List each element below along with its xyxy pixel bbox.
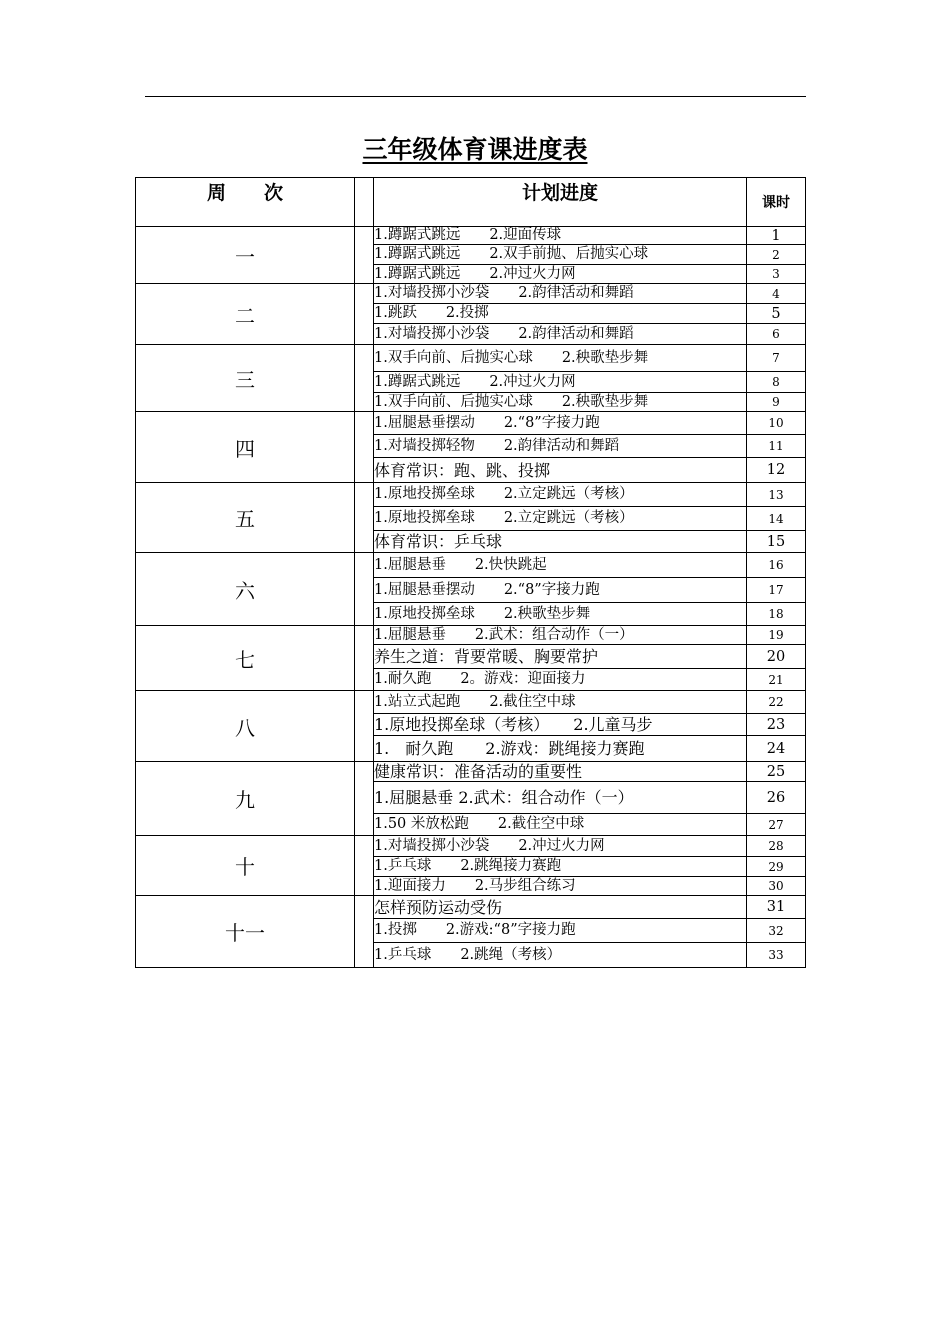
hours-cell: 11 [747, 435, 806, 458]
plan-cell: 1.原地投掷垒球 2.秧歌垫步舞 [374, 603, 747, 626]
plan-cell: 1.原地投掷垒球 2.立定跳远（考核） [374, 483, 747, 507]
plan-cell: 1.屈腿悬垂摆动 2.“8”字接力跑 [374, 412, 747, 435]
plan-cell: 1.蹲踞式跳远 2.冲过火力网 [374, 372, 747, 393]
hours-cell: 8 [747, 372, 806, 393]
week-label: 十一 [136, 896, 355, 968]
plan-cell: 1.对墙投掷小沙袋 2.韵律活动和舞蹈 [374, 324, 747, 345]
hours-cell: 16 [747, 553, 806, 578]
header-plan: 计划进度 [374, 178, 747, 227]
hours-cell: 13 [747, 483, 806, 507]
hours-cell: 27 [747, 814, 806, 836]
hours-cell: 9 [747, 393, 806, 412]
spacer-cell [355, 483, 374, 553]
hours-cell: 31 [747, 896, 806, 919]
plan-cell: 1.双手向前、后抛实心球 2.秧歌垫步舞 [374, 393, 747, 412]
hours-cell: 26 [747, 782, 806, 814]
plan-cell: 1.对墙投掷小沙袋 2.冲过火力网 [374, 836, 747, 857]
hours-cell: 19 [747, 626, 806, 645]
plan-cell: 1.跳跃 2.投掷 [374, 304, 747, 324]
plan-cell: 1.屈腿悬垂摆动 2.“8”字接力跑 [374, 578, 747, 603]
header-week: 周 次 [136, 178, 355, 227]
week-label: 二 [136, 284, 355, 345]
week-label: 一 [136, 227, 355, 284]
hours-cell: 10 [747, 412, 806, 435]
schedule-row [136, 483, 806, 507]
hours-cell: 1 [747, 227, 806, 245]
schedule-table [135, 177, 806, 968]
week-label: 四 [136, 412, 355, 483]
spacer-cell [355, 412, 374, 483]
schedule-row [136, 691, 806, 714]
hours-cell: 3 [747, 265, 806, 284]
schedule-row [136, 896, 806, 919]
hours-cell: 4 [747, 284, 806, 304]
hours-cell: 22 [747, 691, 806, 714]
schedule-row [136, 412, 806, 435]
week-label: 九 [136, 762, 355, 836]
week-label: 三 [136, 345, 355, 412]
hours-cell: 32 [747, 919, 806, 943]
plan-cell: 1. 耐久跑 2.游戏：跳绳接力赛跑 [374, 736, 747, 762]
plan-cell: 1.蹲踞式跳远 2.双手前抛、后抛实心球 [374, 245, 747, 265]
plan-cell: 1.对墙投掷轻物 2.韵律活动和舞蹈 [374, 435, 747, 458]
plan-cell: 1.屈腿悬垂 2.快快跳起 [374, 553, 747, 578]
spacer-cell [355, 691, 374, 762]
hours-cell: 33 [747, 943, 806, 968]
plan-cell: 体育常识：跑、跳、投掷 [374, 458, 747, 483]
plan-cell: 1.投掷 2.游戏:“8”字接力跑 [374, 919, 747, 943]
hours-cell: 15 [747, 531, 806, 553]
spacer-cell [355, 227, 374, 284]
schedule-row [136, 626, 806, 645]
plan-cell: 1.乒乓球 2.跳绳接力赛跑 [374, 857, 747, 877]
schedule-row [136, 284, 806, 304]
header-spacer [355, 178, 374, 227]
week-label: 八 [136, 691, 355, 762]
document-title-text: 三年级体育课进度表 [362, 135, 588, 164]
plan-cell: 怎样预防运动受伤 [374, 896, 747, 919]
plan-cell: 健康常识：准备活动的重要性 [374, 762, 747, 782]
plan-cell: 1.屈腿悬垂 2.武术：组合动作（一） [374, 626, 747, 645]
hours-cell: 17 [747, 578, 806, 603]
plan-cell: 1.原地投掷垒球 2.立定跳远（考核） [374, 507, 747, 531]
plan-cell: 1.原地投掷垒球（考核） 2.儿童马步 [374, 714, 747, 736]
hours-cell: 18 [747, 603, 806, 626]
hours-cell: 5 [747, 304, 806, 324]
hours-cell: 24 [747, 736, 806, 762]
header-rule [145, 96, 806, 97]
header-hours: 课时 [747, 178, 806, 227]
schedule-row [136, 836, 806, 857]
spacer-cell [355, 896, 374, 968]
hours-cell: 14 [747, 507, 806, 531]
schedule-body [136, 227, 806, 968]
spacer-cell [355, 284, 374, 345]
plan-cell: 1.耐久跑 2。游戏：迎面接力 [374, 669, 747, 691]
plan-cell: 1.50 米放松跑 2.截住空中球 [374, 814, 747, 836]
hours-cell: 20 [747, 645, 806, 669]
hours-cell: 25 [747, 762, 806, 782]
plan-cell: 1.蹲踞式跳远 2.迎面传球 [374, 227, 747, 245]
plan-cell: 体育常识：乒乓球 [374, 531, 747, 553]
spacer-cell [355, 836, 374, 896]
plan-cell: 养生之道：背要常暖、胸要常护 [374, 645, 747, 669]
schedule-row [136, 762, 806, 782]
plan-cell: 1.乒乓球 2.跳绳（考核） [374, 943, 747, 968]
hours-cell: 29 [747, 857, 806, 877]
hours-cell: 12 [747, 458, 806, 483]
week-label: 六 [136, 553, 355, 626]
schedule-row [136, 227, 806, 245]
schedule-row [136, 553, 806, 578]
plan-cell: 1.双手向前、后抛实心球 2.秧歌垫步舞 [374, 345, 747, 372]
plan-cell: 1.迎面接力 2.马步组合练习 [374, 877, 747, 896]
plan-cell: 1.对墙投掷小沙袋 2.韵律活动和舞蹈 [374, 284, 747, 304]
hours-cell: 2 [747, 245, 806, 265]
hours-cell: 30 [747, 877, 806, 896]
week-label: 五 [136, 483, 355, 553]
plan-cell: 1.屈腿悬垂 2.武术：组合动作（一） [374, 782, 747, 814]
schedule-row [136, 345, 806, 372]
spacer-cell [355, 626, 374, 691]
document-title [0, 132, 950, 168]
hours-cell: 21 [747, 669, 806, 691]
hours-cell: 23 [747, 714, 806, 736]
header-row [136, 178, 806, 227]
hours-cell: 6 [747, 324, 806, 345]
plan-cell: 1.蹲踞式跳远 2.冲过火力网 [374, 265, 747, 284]
spacer-cell [355, 762, 374, 836]
spacer-cell [355, 345, 374, 412]
hours-cell: 7 [747, 345, 806, 372]
spacer-cell [355, 553, 374, 626]
week-label: 七 [136, 626, 355, 691]
week-label: 十 [136, 836, 355, 896]
plan-cell: 1.站立式起跑 2.截住空中球 [374, 691, 747, 714]
hours-cell: 28 [747, 836, 806, 857]
